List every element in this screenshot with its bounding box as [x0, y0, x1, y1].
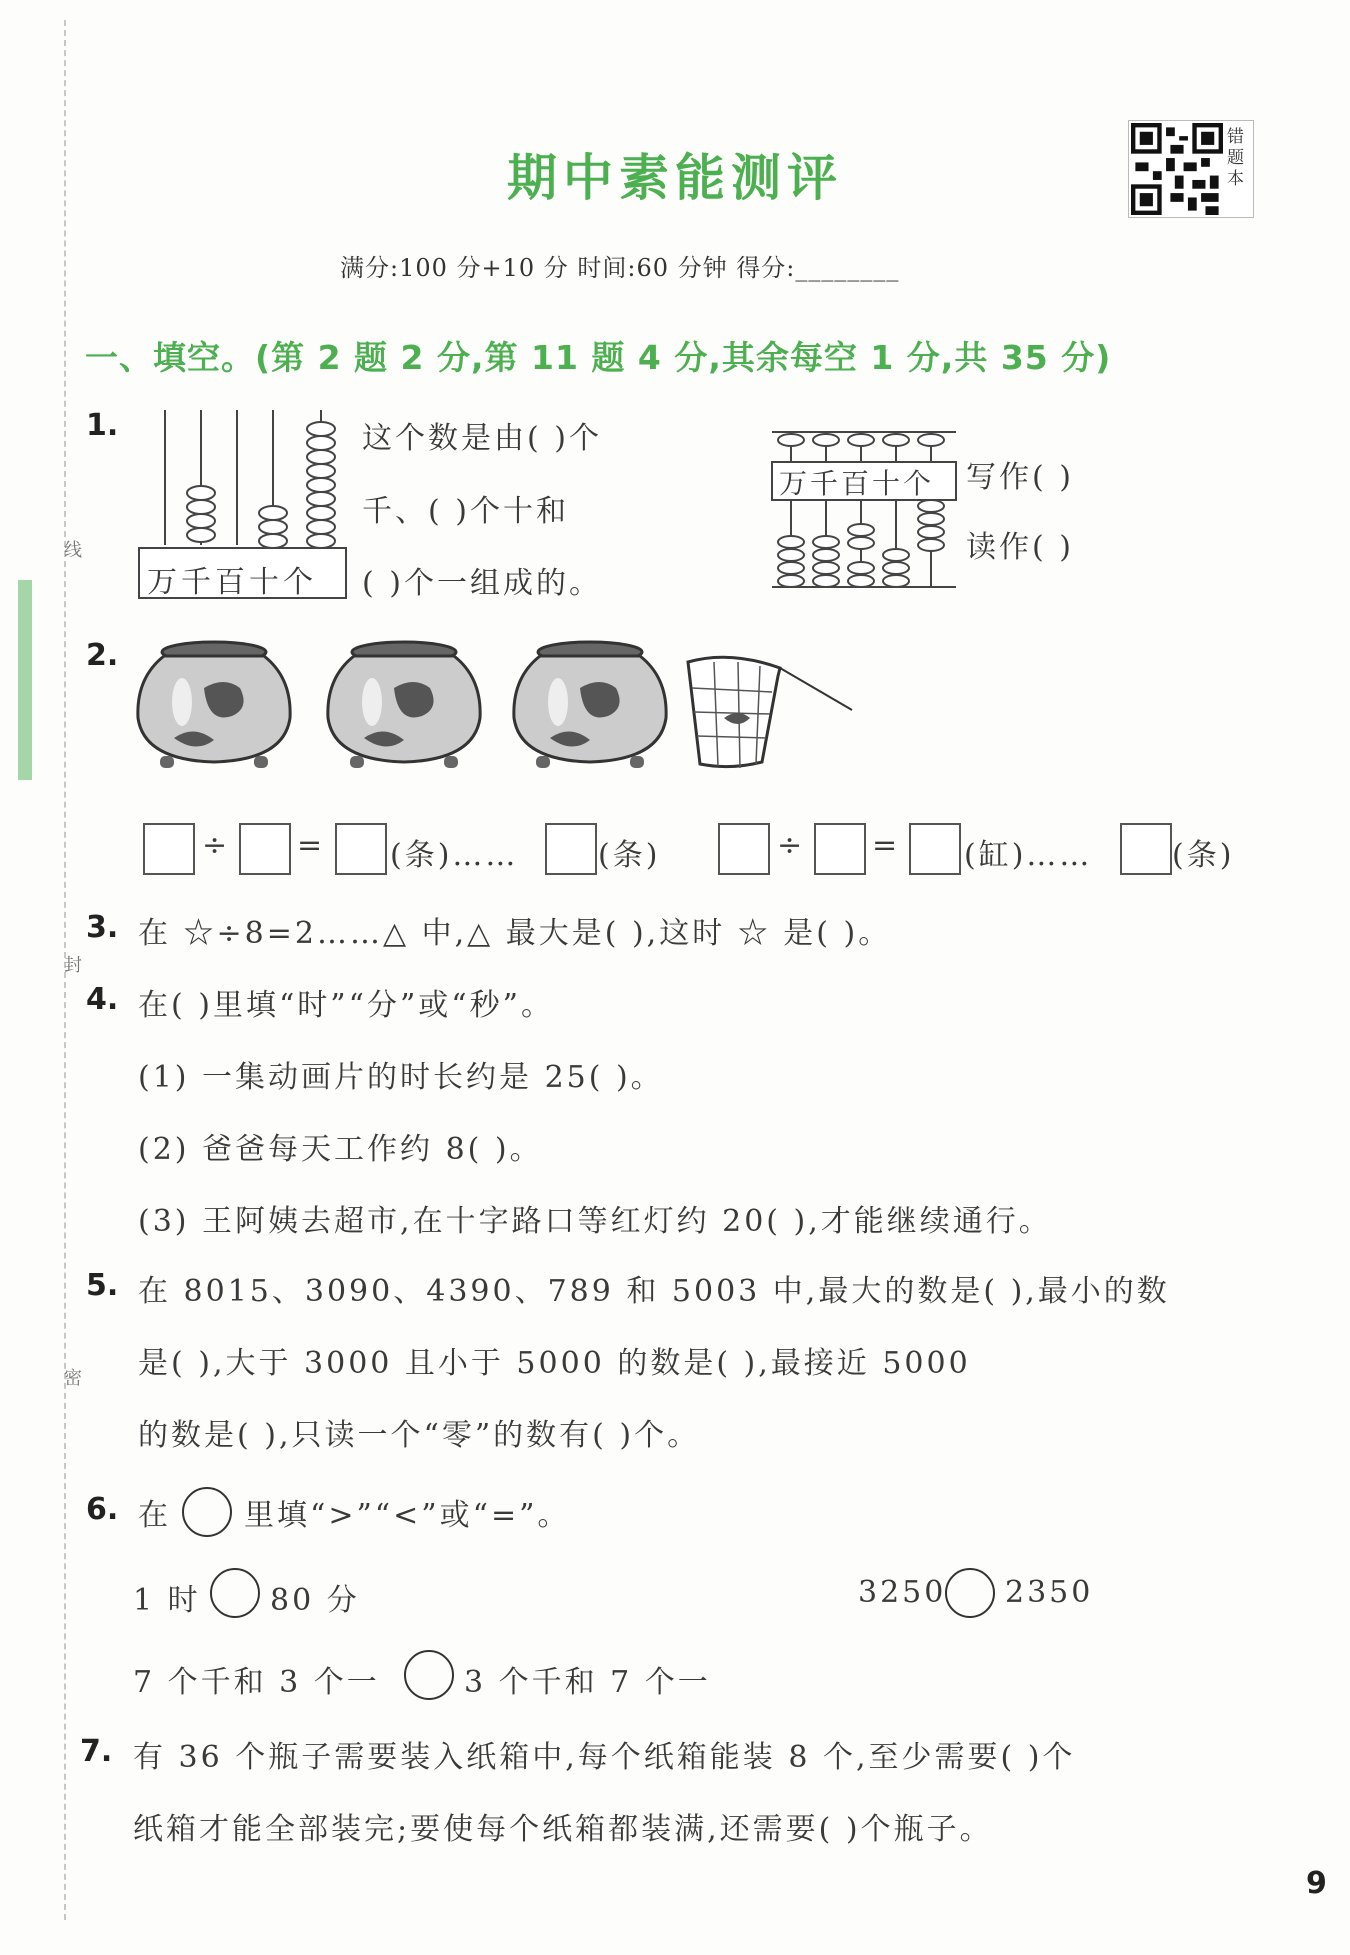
answer-box[interactable]	[545, 823, 597, 875]
q6-stem-post: 里填“>”“<”或“=”。	[244, 1498, 571, 1533]
answer-box[interactable]	[143, 823, 195, 875]
q2-number: 2.	[86, 638, 119, 673]
compare-circle[interactable]	[945, 1568, 995, 1618]
c1-right: 80 分	[270, 1583, 360, 1618]
c3-left: 7 个千和 3 个一	[133, 1665, 380, 1700]
q1-read-label: 读作( )	[966, 530, 1074, 565]
q7-number: 7.	[80, 1734, 113, 1769]
fishing-net-icon	[680, 652, 855, 772]
fish-tank-icon	[134, 638, 294, 778]
q4-item-3: (3) 王阿姨去超市,在十字路口等红灯约 20( ),才能继续通行。	[138, 1204, 1052, 1239]
q6-number: 6.	[86, 1492, 119, 1527]
q1-number: 1.	[86, 408, 119, 443]
q7-line-2: 纸箱才能全部装完;要使每个纸箱都装满,还需要( )个瓶子。	[133, 1812, 993, 1847]
c1-left: 1 时	[133, 1583, 201, 1618]
compare-circle-example	[182, 1487, 232, 1537]
q4-item-1: (1) 一集动画片的时长约是 25( )。	[138, 1060, 664, 1095]
q5-line-2: 是( ),大于 3000 且小于 5000 的数是( ),最接近 5000	[138, 1346, 971, 1381]
q1-text-a2: 千、( )个十和	[362, 494, 569, 529]
compare-circle[interactable]	[210, 1568, 260, 1618]
binding-mark-seal: 封	[61, 955, 82, 973]
equal-sign: =	[297, 828, 326, 863]
abacus-b-label: 万千百十个	[779, 467, 935, 500]
q7-line-1: 有 36 个瓶子需要装入纸箱中,每个纸箱能装 8 个,至少需要( )个	[133, 1740, 1076, 1775]
page-number: 9	[1306, 1866, 1327, 1901]
answer-box[interactable]	[239, 823, 291, 875]
unit-tank-remainder: (缸)……	[964, 838, 1093, 873]
q5-number: 5.	[86, 1268, 119, 1303]
q5-line-3: 的数是( ),只读一个“零”的数有( )个。	[138, 1418, 701, 1453]
qr-code-icon	[1131, 123, 1223, 215]
answer-box[interactable]	[814, 823, 866, 875]
c2-left: 3250	[858, 1575, 947, 1610]
q4-item-2: (2) 爸爸每天工作约 8( )。	[138, 1132, 543, 1167]
unit-fish: (条)	[1172, 838, 1235, 873]
div-sign: ÷	[777, 828, 806, 863]
answer-box[interactable]	[909, 823, 961, 875]
q3-text: 在 ☆÷8=2……△ 中,△ 最大是( ),这时 ☆ 是( )。	[138, 916, 892, 951]
q1-text-a1: 这个数是由( )个	[362, 421, 602, 456]
q1-text-a3: ( )个一组成的。	[362, 566, 602, 601]
div-sign: ÷	[202, 828, 231, 863]
c3-right: 3 个千和 7 个一	[464, 1665, 711, 1700]
binding-mark-line: 线	[61, 540, 82, 558]
q5-line-1: 在 8015、3090、4390、789 和 5003 中,最大的数是( ),最小的数	[138, 1274, 1170, 1309]
qr-code[interactable]	[1128, 120, 1254, 218]
answer-box[interactable]	[335, 823, 387, 875]
abacus-b	[766, 422, 962, 592]
answer-box[interactable]	[1120, 823, 1172, 875]
q6-stem-pre: 在	[138, 1498, 171, 1533]
fish-tank-icon	[510, 638, 670, 778]
score-line: 满分:100 分+10 分 时间:60 分钟 得分:________	[340, 254, 900, 282]
fish-tank-icon	[324, 638, 484, 778]
c2-right: 2350	[1005, 1575, 1094, 1610]
binding-mark-secret: 密	[61, 1368, 82, 1386]
page-title: 期中素能测评	[507, 149, 843, 207]
equal-sign: =	[872, 828, 901, 863]
side-color-strip	[18, 580, 32, 780]
unit-fish-remainder: (条)……	[390, 838, 519, 873]
q1-write-label: 写作( )	[966, 460, 1074, 495]
compare-circle[interactable]	[404, 1650, 454, 1700]
answer-box[interactable]	[718, 823, 770, 875]
q3-number: 3.	[86, 910, 119, 945]
qr-label: 错题本	[1227, 127, 1244, 189]
q4-stem: 在( )里填“时”“分”或“秒”。	[138, 988, 554, 1023]
abacus-a-label: 万千百十个	[147, 565, 317, 600]
q4-number: 4.	[86, 982, 119, 1017]
unit-fish: (条)	[598, 838, 661, 873]
section-heading: 一、填空。(第 2 题 2 分,第 11 题 4 分,其余每空 1 分,共 35 分)	[85, 338, 1112, 377]
